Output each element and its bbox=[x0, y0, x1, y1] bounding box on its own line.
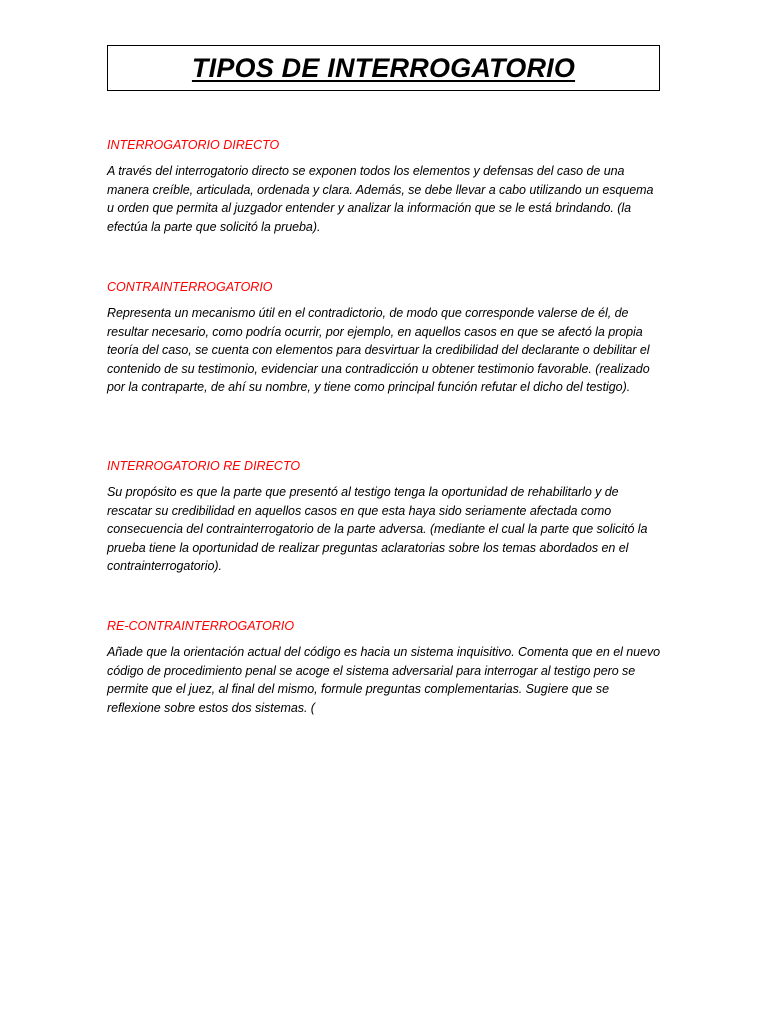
section-heading: INTERROGATORIO RE DIRECTO bbox=[107, 459, 301, 473]
section-paragraph: A través del interrogatorio directo se exponen todos los elementos y defensas del caso de una manera creíble, articulada, ordenada y clara. Además, se debe llevar a cabo utilizando un esquema u orden que permita al juzgador entender y analizar la información que se le está brindando. (la efectúa la parte que solicitó la prueba). bbox=[107, 164, 654, 234]
page-title: TIPOS DE INTERROGATORIO bbox=[191, 52, 576, 83]
section-heading: INTERROGATORIO DIRECTO bbox=[107, 138, 280, 152]
section-heading: CONTRAINTERROGATORIO bbox=[107, 280, 273, 294]
section-paragraph: Añade que la orientación actual del código es hacia un sistema inquisitivo. Comenta que en el nuevo código de procedimiento penal se acoge el sistema adversarial para interrogar al testigo pero se permite que el juez, al final del mismo, formule preguntas complementarias. Sugiere que se reflexione sobre estos dos sistemas. ( bbox=[107, 645, 661, 715]
section-re-contrainterrogatorio bbox=[107, 617, 663, 717]
title-box bbox=[107, 45, 660, 91]
section-paragraph: Su propósito es que la parte que presentó al testigo tenga la oportunidad de rehabilitarlo y de rescatar su credibilidad en aquellos casos en que esta haya sido seriamente afectada como consecuencia del contrainterrogatorio de la parte adversa. (mediante el cual la parte que solicitó la prueba tiene la oportunidad de realizar preguntas aclaratorias sobre los temas abordados en el contrainterrogatorio). bbox=[107, 485, 648, 574]
section-interrogatorio-re-directo bbox=[107, 457, 663, 576]
section-contrainterrogatorio bbox=[107, 278, 663, 397]
section-interrogatorio-directo bbox=[107, 136, 663, 236]
section-paragraph: Representa un mecanismo útil en el contradictorio, de modo que corresponde valerse de él, de resultar necesario, como podría ocurrir, por ejemplo, en aquellos casos en que se afectó la propia teoría del caso, se cuenta con elementos para desvirtuar la credibilidad del declarante o debilitar el contenido de su testimonio, evidenciar una contradicción u obtener testimonio favorable. (realizado por la contraparte, de ahí su nombre, y tiene como principal función refutar el dicho del testigo). bbox=[107, 306, 650, 395]
section-heading: RE-CONTRAINTERROGATORIO bbox=[107, 619, 295, 633]
